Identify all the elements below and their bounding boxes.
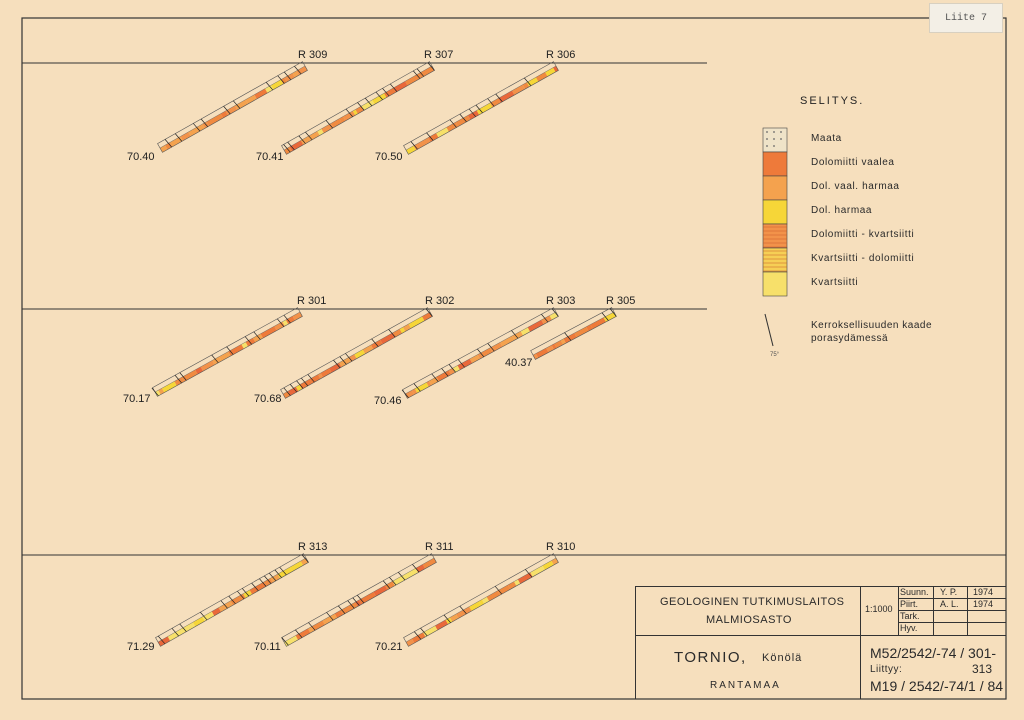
legend-swatch — [763, 176, 787, 200]
suunn-year: 1974 — [973, 587, 994, 597]
legend-swatch — [763, 200, 787, 224]
hole-depth: 70.46 — [374, 395, 402, 407]
place-sub: Könölä — [762, 652, 803, 664]
legend-label: Kvartsiitti — [811, 277, 859, 288]
legend-swatch — [763, 224, 787, 248]
related-number: 313 — [972, 662, 993, 676]
tark-label: Tark. — [900, 611, 920, 621]
legend-swatch — [763, 272, 787, 296]
hole-depth: 70.50 — [375, 151, 403, 163]
legend-label: Maata — [811, 133, 842, 144]
org-name: GEOLOGINEN TUTKIMUSLAITOS — [660, 596, 845, 608]
legend-label: Dolomiitti vaalea — [811, 157, 895, 168]
piirt-by: A. L. — [940, 599, 959, 609]
legend-label: Dolomiitti - kvartsiitti — [811, 229, 915, 240]
suunn-label: Suunn. — [900, 587, 929, 597]
hole-depth: 40.37 — [505, 357, 533, 369]
place-name: TORNIO, — [674, 649, 747, 666]
hyv-label: Hyv. — [900, 623, 918, 633]
suunn-by: Y. P. — [940, 587, 958, 597]
piirt-year: 1974 — [973, 599, 994, 609]
legend-label: Kvartsiitti - dolomiitti — [811, 253, 915, 264]
hole-name: R 305 — [606, 295, 636, 307]
piirt-label: Piirt. — [900, 599, 918, 609]
hole-depth: 70.17 — [123, 393, 151, 405]
hole-name: R 306 — [546, 49, 576, 61]
drawing-number-1: M52/2542/-74 / 301- — [870, 645, 997, 661]
hole-depth: 71.29 — [127, 641, 155, 653]
hole-name: R 310 — [546, 541, 576, 553]
legend-title: SELITYS. — [800, 95, 865, 107]
legend-swatch — [763, 152, 787, 176]
scale: 1:1000 — [865, 604, 893, 614]
hole-name: R 307 — [424, 49, 454, 61]
area-name: RANTAMAA — [710, 680, 781, 691]
hole-name: R 303 — [546, 295, 576, 307]
hole-name: R 311 — [425, 541, 454, 553]
hole-name: R 309 — [298, 49, 328, 61]
hole-name: R 313 — [298, 541, 328, 553]
legend-label: Dol. vaal. harmaa — [811, 181, 900, 192]
attachment-stamp: Liite 7 — [929, 3, 1003, 33]
org-department: MALMIOSASTO — [706, 614, 792, 626]
legend-label: Dol. harmaa — [811, 205, 873, 216]
hole-depth: 70.11 — [254, 641, 281, 653]
hole-depth: 70.40 — [127, 151, 155, 163]
drawing-number-2: M19 / 2542/-74/1 / 84 — [870, 678, 1004, 694]
hole-name: R 302 — [425, 295, 455, 307]
liittyy-label: Liittyy: — [870, 664, 903, 675]
dip-value: 75° — [770, 352, 780, 358]
dip-label: Kerroksellisuuden kaade porasydämessä — [811, 320, 933, 344]
hole-depth: 70.41 — [256, 151, 284, 163]
hole-depth: 70.21 — [375, 641, 403, 653]
hole-name: R 301 — [297, 295, 327, 307]
hole-depth: 70.68 — [254, 393, 282, 405]
legend-swatch — [763, 248, 787, 272]
